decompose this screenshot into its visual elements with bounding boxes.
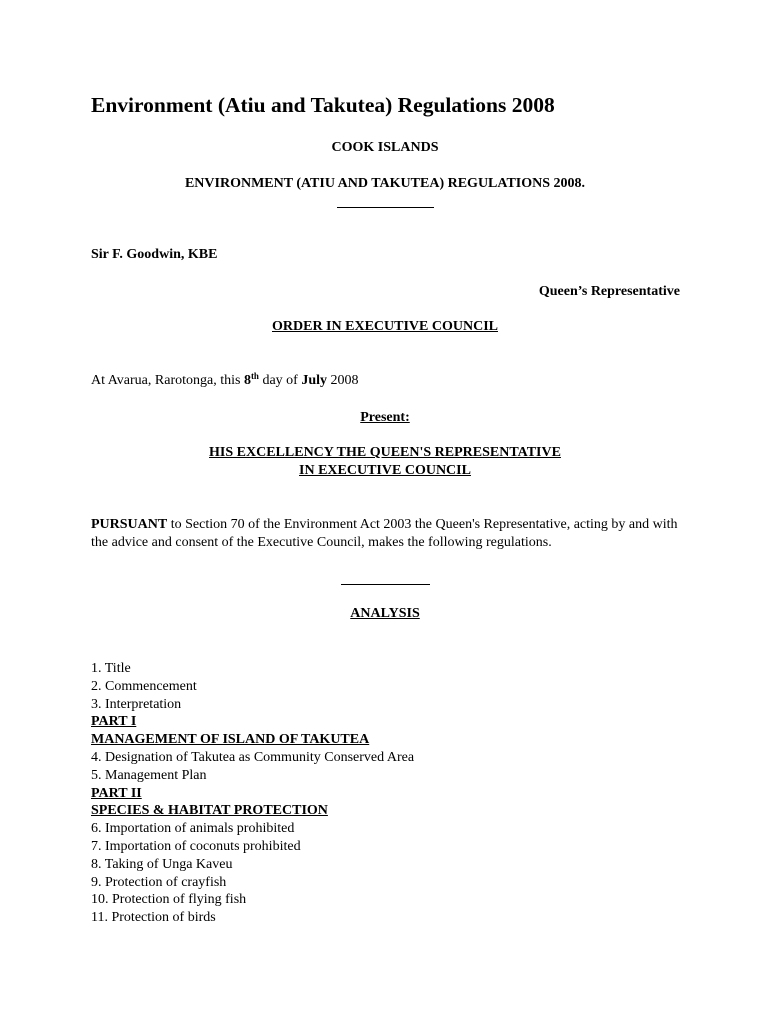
signatory-role: Queen’s Representative: [538, 284, 680, 299]
date-day: 8: [243, 373, 251, 388]
present-line-2: IN EXECUTIVE COUNCIL: [299, 463, 471, 478]
divider-top: [337, 207, 434, 208]
date-prefix: At Avarua, Rarotonga, this: [91, 373, 244, 388]
toc-part-heading: MANAGEMENT OF ISLAND OF TAKUTEA: [91, 732, 370, 748]
toc-item: 5. Management Plan: [91, 767, 207, 783]
toc-part-heading: SPECIES & HABITAT PROTECTION: [91, 803, 328, 819]
toc-item: 1. Title: [91, 661, 131, 676]
date-mid: day of: [258, 373, 302, 388]
toc-part-heading: PART II: [91, 785, 142, 801]
toc-item: 6. Importation of animals prohibited: [91, 821, 295, 837]
date-day-suffix: th: [250, 371, 259, 381]
pursuant-paragraph: [91, 516, 691, 552]
toc-item: 4. Designation of Takutea as Community Conserved Area: [91, 749, 415, 765]
present-line-1: HIS EXCELLENCY THE QUEEN'S REPRESENTATIVE: [209, 445, 561, 460]
pursuant-text: to Section 70 of the Environment Act 2003 the Queen's Representative, acting by and with the advice and consent of the Executive Council, makes the following regulations.: [91, 517, 678, 550]
toc-item: 2. Commencement: [91, 678, 197, 694]
analysis-heading: ANALYSIS: [350, 606, 420, 621]
toc-item: 3. Interpretation: [91, 696, 182, 712]
order-heading: ORDER IN EXECUTIVE COUNCIL: [272, 319, 498, 334]
toc-part-heading: PART I: [91, 714, 137, 730]
toc-item: 11. Protection of birds: [91, 910, 216, 926]
date-year: 2008: [327, 373, 359, 388]
country-heading: COOK ISLANDS: [331, 140, 439, 155]
date-line: [91, 373, 359, 389]
regulations-heading: ENVIRONMENT (ATIU AND TAKUTEA) REGULATIONS 2008.: [184, 176, 586, 191]
table-of-contents: [91, 660, 414, 927]
toc-item: 10. Protection of flying fish: [91, 892, 247, 908]
pursuant-word: PURSUANT: [91, 517, 168, 532]
document-title: Environment (Atiu and Takutea) Regulations 2008: [91, 93, 555, 117]
toc-item: 7. Importation of coconuts prohibited: [91, 838, 301, 854]
present-label: Present:: [360, 410, 410, 425]
date-month: July: [301, 373, 328, 388]
divider-middle: [341, 584, 430, 585]
signatory-name: Sir F. Goodwin, KBE: [91, 247, 218, 262]
toc-item: 9. Protection of crayfish: [91, 874, 227, 890]
toc-item: 8. Taking of Unga Kaveu: [91, 856, 233, 872]
